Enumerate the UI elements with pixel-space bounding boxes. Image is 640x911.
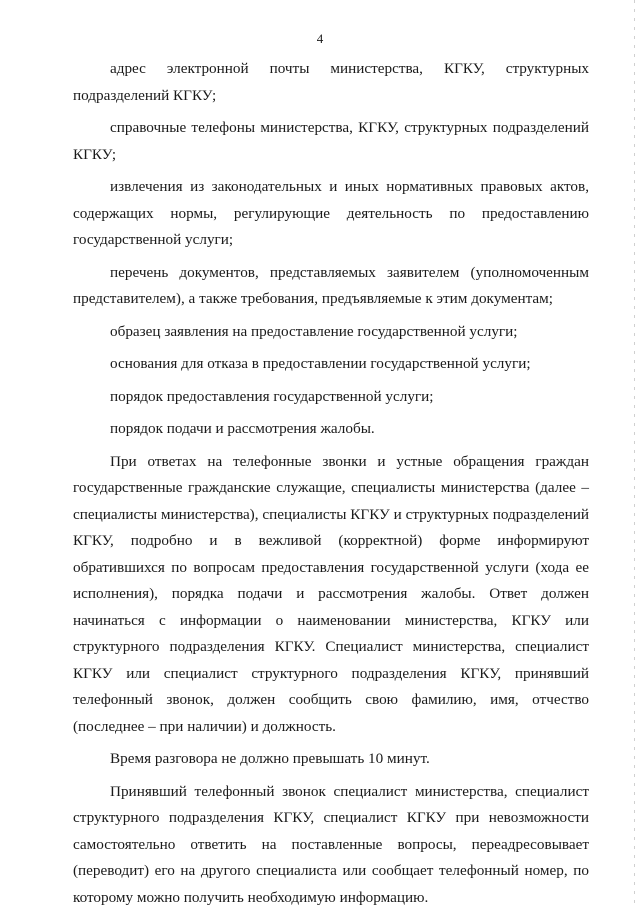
paragraph-call-duration: Время разговора не должно превышать 10 минут. <box>73 746 589 773</box>
document-body <box>73 56 589 911</box>
paragraph-documents-list: перечень документов, представляемых заявителем (уполномоченным представителем), а также требования, предъявляемые к этим документам; <box>73 260 589 313</box>
scan-edge-line <box>634 0 635 905</box>
paragraph-phones: справочные телефоны министерства, КГКУ, структурных подразделений КГКУ; <box>73 115 589 168</box>
paragraph-phone-inquiries: При ответах на телефонные звонки и устные обращения граждан государственные гражданские служащие, специалисты министерства (далее – специалисты министерства), специалисты КГКУ и структурных подразделений КГКУ, подробно и в вежливой (корректной) форме информируют обратившихся по вопросам предоставления государственной услуги (хода ее исполнения), порядка подачи и рассмотрения жалобы. Ответ должен начинаться с информации о наименовании министерства, КГКУ или структурного подразделения КГКУ. Специалист министерства, специалист КГКУ или специалист структурного подразделения КГКУ, принявший телефонный звонок, должен сообщить свою фамилию, имя, отчество (последнее – при наличии) и должность. <box>73 449 589 741</box>
paragraph-complaint-procedure: порядок подачи и рассмотрения жалобы. <box>73 416 589 443</box>
paragraph-service-procedure: порядок предоставления государственной услуги; <box>73 384 589 411</box>
paragraph-refusal-grounds: основания для отказа в предоставлении государственной услуги; <box>73 351 589 378</box>
paragraph-legal-extracts: извлечения из законодательных и иных нормативных правовых актов, содержащих нормы, регулирующие деятельность по предоставлению государственной услуги; <box>73 174 589 254</box>
page-number: 4 <box>0 31 640 47</box>
paragraph-application-sample: образец заявления на предоставление государственной услуги; <box>73 319 589 346</box>
paragraph-email: адрес электронной почты министерства, КГКУ, структурных подразделений КГКУ; <box>73 56 589 109</box>
paragraph-call-redirect: Принявший телефонный звонок специалист министерства, специалист структурного подразделения КГКУ, специалист КГКУ при невозможности самостоятельно ответить на поставленные вопросы, переадресовывает (переводит) его на другого специалиста или сообщает телефонный номер, по которому можно получить необходимую информацию. <box>73 779 589 911</box>
